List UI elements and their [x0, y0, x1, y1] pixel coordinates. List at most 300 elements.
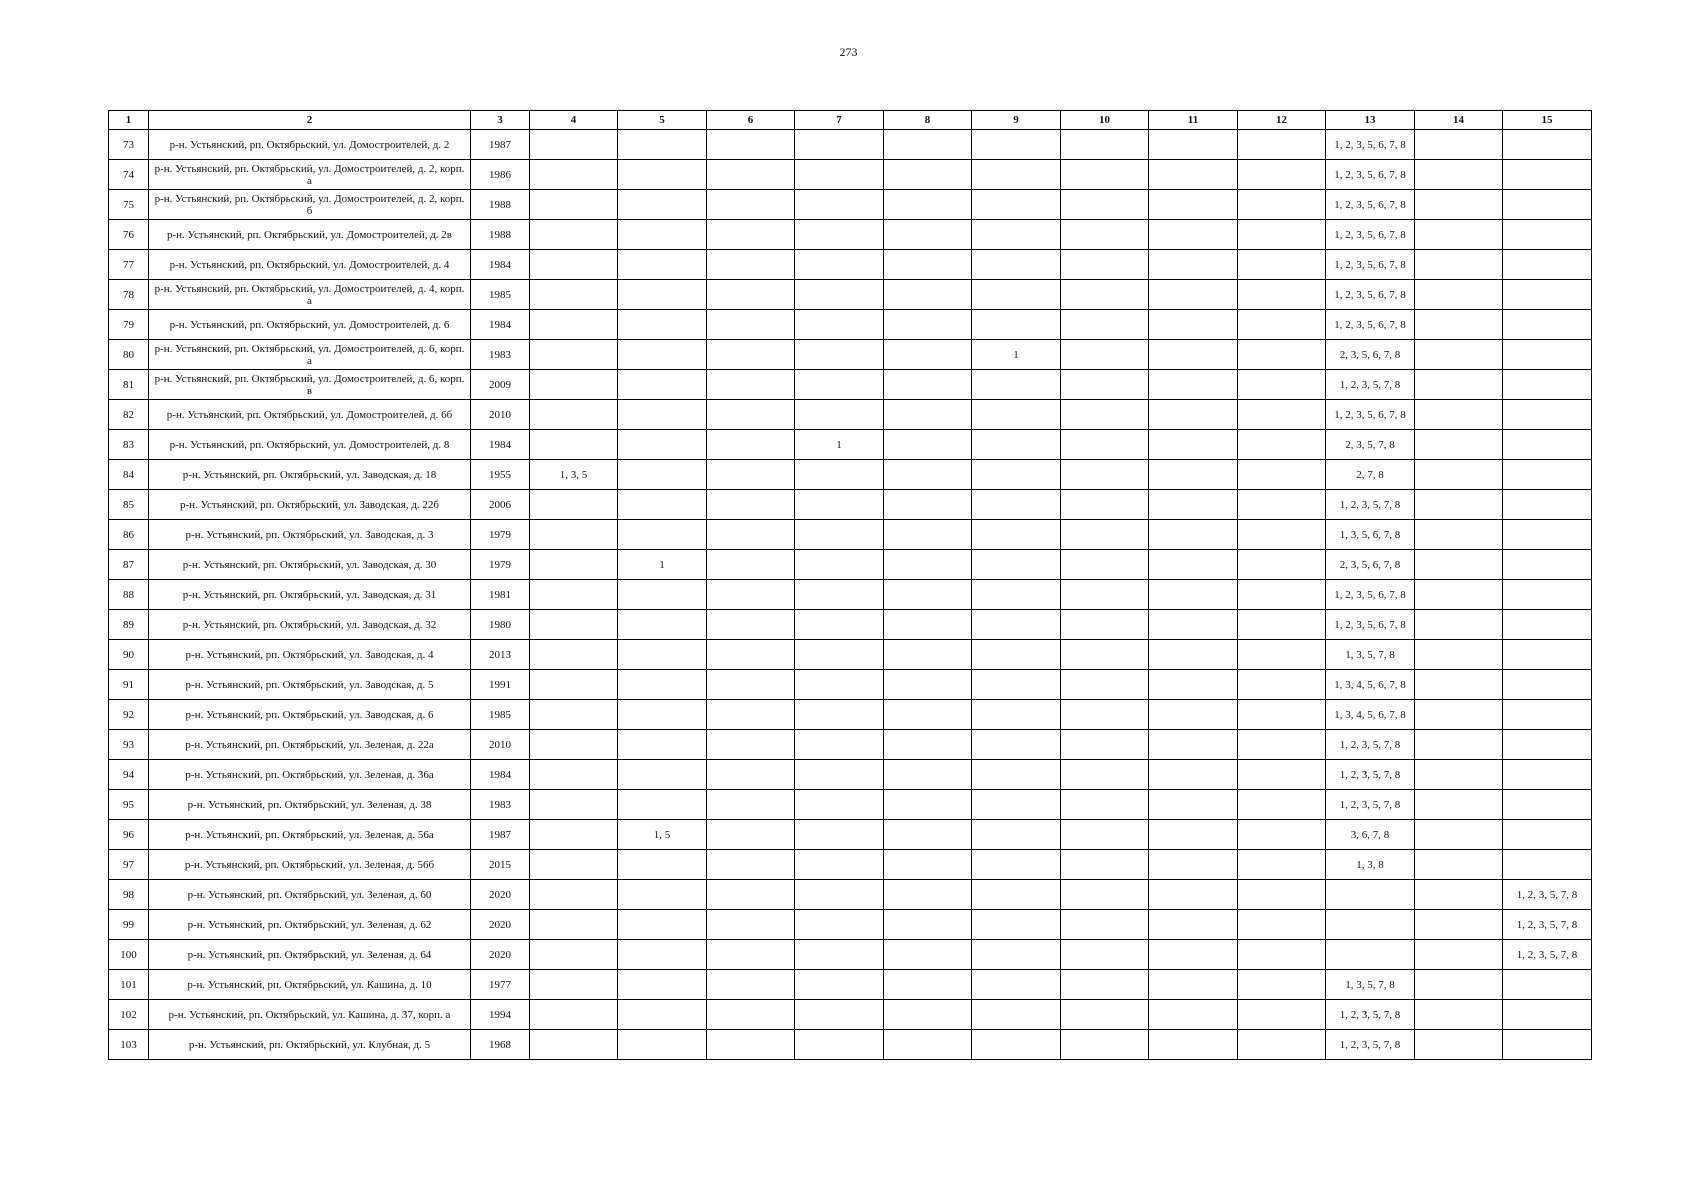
table-cell-col-1: 99 [109, 910, 149, 940]
column-header-14: 14 [1415, 111, 1503, 130]
table-row [109, 730, 1592, 760]
table-cell-col-5 [618, 790, 707, 820]
table-cell-col-2: р-н. Устьянский, рп. Октябрьский, ул. Клубная, д. 5 [149, 1030, 471, 1060]
table-cell-col-10 [1061, 370, 1149, 400]
table-cell-col-14 [1415, 790, 1503, 820]
table-cell-col-12 [1238, 370, 1326, 400]
table-cell-col-11 [1149, 520, 1238, 550]
table-cell-col-9 [972, 550, 1061, 580]
table-cell-col-11 [1149, 610, 1238, 640]
table-cell-col-5: 1 [618, 550, 707, 580]
table-cell-col-8 [884, 880, 972, 910]
table-cell-col-14 [1415, 880, 1503, 910]
table-cell-col-11 [1149, 580, 1238, 610]
table-cell-col-15: 1, 2, 3, 5, 7, 8 [1503, 940, 1592, 970]
table-cell-col-7 [795, 460, 884, 490]
table-cell-col-2: р-н. Устьянский, рп. Октябрьский, ул. Домостроителей, д. 2 [149, 130, 471, 160]
table-cell-col-7 [795, 970, 884, 1000]
table-cell-col-11 [1149, 1000, 1238, 1030]
table-cell-col-9 [972, 430, 1061, 460]
table-cell-col-13: 2, 7, 8 [1326, 460, 1415, 490]
table-cell-col-4 [530, 820, 618, 850]
table-cell-col-6 [707, 880, 795, 910]
table-cell-col-15: 1, 2, 3, 5, 7, 8 [1503, 880, 1592, 910]
table-cell-col-2: р-н. Устьянский, рп. Октябрьский, ул. Заводская, д. 6 [149, 700, 471, 730]
table-cell-col-9: 1 [972, 340, 1061, 370]
table-body [109, 130, 1592, 1060]
table-cell-col-6 [707, 1030, 795, 1060]
table-cell-col-13 [1326, 940, 1415, 970]
table-cell-col-11 [1149, 910, 1238, 940]
table-cell-col-7 [795, 1030, 884, 1060]
table-cell-col-2: р-н. Устьянский, рп. Октябрьский, ул. Домостроителей, д. 4, корп. а [149, 280, 471, 310]
table-cell-col-12 [1238, 910, 1326, 940]
table-cell-col-7: 1 [795, 430, 884, 460]
table-cell-col-8 [884, 430, 972, 460]
table-cell-col-6 [707, 670, 795, 700]
table-cell-col-14 [1415, 160, 1503, 190]
table-cell-col-11 [1149, 670, 1238, 700]
table-cell-col-12 [1238, 880, 1326, 910]
table-cell-col-14 [1415, 490, 1503, 520]
table-cell-col-15 [1503, 790, 1592, 820]
table-cell-col-10 [1061, 400, 1149, 430]
table-cell-col-12 [1238, 250, 1326, 280]
table-row [109, 1000, 1592, 1030]
table-cell-col-1: 84 [109, 460, 149, 490]
column-header-13: 13 [1326, 111, 1415, 130]
table-cell-col-3: 1977 [471, 970, 530, 1000]
table-row [109, 190, 1592, 220]
table-cell-col-13: 3, 6, 7, 8 [1326, 820, 1415, 850]
column-header-9: 9 [972, 111, 1061, 130]
table-cell-col-3: 2020 [471, 880, 530, 910]
table-cell-col-13: 1, 2, 3, 5, 6, 7, 8 [1326, 250, 1415, 280]
buildings-table [108, 110, 1592, 1060]
table-cell-col-1: 94 [109, 760, 149, 790]
column-header-7: 7 [795, 111, 884, 130]
table-cell-col-11 [1149, 310, 1238, 340]
column-header-5: 5 [618, 111, 707, 130]
table-cell-col-14 [1415, 670, 1503, 700]
table-cell-col-1: 87 [109, 550, 149, 580]
table-cell-col-4 [530, 610, 618, 640]
table-cell-col-12 [1238, 790, 1326, 820]
table-cell-col-1: 81 [109, 370, 149, 400]
table-cell-col-6 [707, 250, 795, 280]
table-cell-col-10 [1061, 250, 1149, 280]
table-cell-col-6 [707, 400, 795, 430]
table-cell-col-5 [618, 850, 707, 880]
table-cell-col-10 [1061, 220, 1149, 250]
table-cell-col-14 [1415, 280, 1503, 310]
table-cell-col-5 [618, 670, 707, 700]
table-cell-col-6 [707, 370, 795, 400]
table-cell-col-15 [1503, 520, 1592, 550]
table-cell-col-9 [972, 1000, 1061, 1030]
table-cell-col-1: 90 [109, 640, 149, 670]
table-cell-col-4 [530, 220, 618, 250]
table-cell-col-5 [618, 430, 707, 460]
table-cell-col-15 [1503, 730, 1592, 760]
table-cell-col-15 [1503, 1030, 1592, 1060]
table-cell-col-15 [1503, 190, 1592, 220]
table-cell-col-9 [972, 760, 1061, 790]
table-cell-col-3: 1983 [471, 790, 530, 820]
table-cell-col-11 [1149, 1030, 1238, 1060]
table-cell-col-11 [1149, 550, 1238, 580]
table-cell-col-14 [1415, 520, 1503, 550]
page-number: 273 [839, 45, 858, 59]
table-cell-col-15 [1503, 760, 1592, 790]
column-header-15: 15 [1503, 111, 1592, 130]
table-row [109, 550, 1592, 580]
table-cell-col-4 [530, 970, 618, 1000]
table-row [109, 580, 1592, 610]
table-cell-col-9 [972, 190, 1061, 220]
table-cell-col-11 [1149, 160, 1238, 190]
table-cell-col-7 [795, 550, 884, 580]
table-cell-col-13: 1, 2, 3, 5, 6, 7, 8 [1326, 610, 1415, 640]
table-cell-col-8 [884, 820, 972, 850]
table-cell-col-12 [1238, 1030, 1326, 1060]
table-row [109, 610, 1592, 640]
table-cell-col-4 [530, 760, 618, 790]
table-cell-col-1: 80 [109, 340, 149, 370]
table-cell-col-4 [530, 550, 618, 580]
table-cell-col-6 [707, 970, 795, 1000]
table-cell-col-3: 1955 [471, 460, 530, 490]
table-cell-col-2: р-н. Устьянский, рп. Октябрьский, ул. Кашина, д. 10 [149, 970, 471, 1000]
table-cell-col-11 [1149, 370, 1238, 400]
table-cell-col-8 [884, 340, 972, 370]
table-row [109, 370, 1592, 400]
table-cell-col-1: 85 [109, 490, 149, 520]
table-cell-col-12 [1238, 640, 1326, 670]
table-cell-col-8 [884, 460, 972, 490]
table-cell-col-3: 1991 [471, 670, 530, 700]
table-cell-col-13: 1, 2, 3, 5, 6, 7, 8 [1326, 580, 1415, 610]
table-cell-col-15 [1503, 280, 1592, 310]
table-cell-col-10 [1061, 460, 1149, 490]
table-row [109, 430, 1592, 460]
table-cell-col-1: 74 [109, 160, 149, 190]
table-cell-col-6 [707, 940, 795, 970]
table-row [109, 220, 1592, 250]
table-cell-col-11 [1149, 760, 1238, 790]
table-cell-col-3: 1987 [471, 130, 530, 160]
table-cell-col-8 [884, 370, 972, 400]
table-cell-col-14 [1415, 910, 1503, 940]
table-cell-col-6 [707, 340, 795, 370]
table-cell-col-4 [530, 190, 618, 220]
table-cell-col-4 [530, 910, 618, 940]
table-cell-col-3: 2006 [471, 490, 530, 520]
table-cell-col-7 [795, 880, 884, 910]
table-cell-col-3: 1985 [471, 280, 530, 310]
table-cell-col-6 [707, 190, 795, 220]
table-cell-col-3: 1980 [471, 610, 530, 640]
table-cell-col-12 [1238, 130, 1326, 160]
table-cell-col-13: 1, 2, 3, 5, 7, 8 [1326, 490, 1415, 520]
table-cell-col-7 [795, 760, 884, 790]
table-cell-col-14 [1415, 1030, 1503, 1060]
table-cell-col-4 [530, 250, 618, 280]
table-cell-col-11 [1149, 790, 1238, 820]
table-cell-col-5 [618, 700, 707, 730]
table-cell-col-6 [707, 580, 795, 610]
table-cell-col-10 [1061, 520, 1149, 550]
table-cell-col-15 [1503, 820, 1592, 850]
table-cell-col-8 [884, 940, 972, 970]
table-row [109, 700, 1592, 730]
table-cell-col-9 [972, 520, 1061, 550]
table-cell-col-9 [972, 850, 1061, 880]
table-cell-col-9 [972, 220, 1061, 250]
table-row [109, 490, 1592, 520]
table-cell-col-5 [618, 460, 707, 490]
table-cell-col-10 [1061, 190, 1149, 220]
table-cell-col-11 [1149, 340, 1238, 370]
table-cell-col-15 [1503, 250, 1592, 280]
table-cell-col-9 [972, 460, 1061, 490]
table-cell-col-15 [1503, 370, 1592, 400]
table-cell-col-6 [707, 310, 795, 340]
table-cell-col-8 [884, 310, 972, 340]
table-cell-col-9 [972, 970, 1061, 1000]
table-cell-col-12 [1238, 970, 1326, 1000]
table-cell-col-13: 2, 3, 5, 7, 8 [1326, 430, 1415, 460]
table-cell-col-8 [884, 490, 972, 520]
table-row [109, 640, 1592, 670]
table-cell-col-7 [795, 910, 884, 940]
table-cell-col-12 [1238, 670, 1326, 700]
table-cell-col-12 [1238, 940, 1326, 970]
table-cell-col-3: 1985 [471, 700, 530, 730]
table-cell-col-2: р-н. Устьянский, рп. Октябрьский, ул. Домостроителей, д. 6 [149, 310, 471, 340]
table-cell-col-3: 2015 [471, 850, 530, 880]
table-cell-col-4 [530, 730, 618, 760]
table-header-row [109, 111, 1592, 130]
table-row [109, 400, 1592, 430]
table-cell-col-12 [1238, 850, 1326, 880]
table-cell-col-2: р-н. Устьянский, рп. Октябрьский, ул. Зеленая, д. 62 [149, 910, 471, 940]
table-cell-col-11 [1149, 430, 1238, 460]
table-cell-col-8 [884, 1030, 972, 1060]
table-cell-col-4 [530, 400, 618, 430]
table-cell-col-2: р-н. Устьянский, рп. Октябрьский, ул. Заводская, д. 22б [149, 490, 471, 520]
table-cell-col-10 [1061, 970, 1149, 1000]
table-cell-col-13: 1, 2, 3, 5, 6, 7, 8 [1326, 220, 1415, 250]
table-cell-col-10 [1061, 550, 1149, 580]
table-cell-col-13: 2, 3, 5, 6, 7, 8 [1326, 340, 1415, 370]
table-cell-col-13: 1, 3, 4, 5, 6, 7, 8 [1326, 700, 1415, 730]
table-cell-col-11 [1149, 820, 1238, 850]
table-cell-col-6 [707, 820, 795, 850]
table-cell-col-5 [618, 130, 707, 160]
table-cell-col-4 [530, 850, 618, 880]
table-cell-col-4 [530, 1030, 618, 1060]
table-cell-col-9 [972, 580, 1061, 610]
table-cell-col-3: 2009 [471, 370, 530, 400]
table-cell-col-3: 1988 [471, 220, 530, 250]
table-cell-col-6 [707, 1000, 795, 1030]
table-cell-col-2: р-н. Устьянский, рп. Октябрьский, ул. Зеленая, д. 56б [149, 850, 471, 880]
table-cell-col-12 [1238, 460, 1326, 490]
table-cell-col-10 [1061, 760, 1149, 790]
table-cell-col-1: 98 [109, 880, 149, 910]
table-cell-col-9 [972, 670, 1061, 700]
table-cell-col-13: 1, 2, 3, 5, 7, 8 [1326, 760, 1415, 790]
table-cell-col-2: р-н. Устьянский, рп. Октябрьский, ул. Домостроителей, д. 2в [149, 220, 471, 250]
table-cell-col-10 [1061, 730, 1149, 760]
table-cell-col-7 [795, 730, 884, 760]
table-cell-col-8 [884, 970, 972, 1000]
table-cell-col-15 [1503, 460, 1592, 490]
table-cell-col-8 [884, 850, 972, 880]
table-cell-col-1: 101 [109, 970, 149, 1000]
table-cell-col-3: 1986 [471, 160, 530, 190]
table-cell-col-12 [1238, 430, 1326, 460]
table-cell-col-1: 95 [109, 790, 149, 820]
table-cell-col-8 [884, 250, 972, 280]
table-cell-col-6 [707, 610, 795, 640]
table-cell-col-4 [530, 130, 618, 160]
column-header-3: 3 [471, 111, 530, 130]
table-cell-col-1: 86 [109, 520, 149, 550]
table-cell-col-1: 93 [109, 730, 149, 760]
table-cell-col-13: 1, 3, 8 [1326, 850, 1415, 880]
table-cell-col-7 [795, 850, 884, 880]
table-cell-col-12 [1238, 490, 1326, 520]
table-row [109, 340, 1592, 370]
table-cell-col-14 [1415, 310, 1503, 340]
table-cell-col-2: р-н. Устьянский, рп. Октябрьский, ул. Домостроителей, д. 4 [149, 250, 471, 280]
table-cell-col-6 [707, 490, 795, 520]
table-cell-col-11 [1149, 700, 1238, 730]
table-cell-col-14 [1415, 130, 1503, 160]
table-cell-col-12 [1238, 820, 1326, 850]
table-row [109, 850, 1592, 880]
table-cell-col-2: р-н. Устьянский, рп. Октябрьский, ул. Заводская, д. 18 [149, 460, 471, 490]
table-cell-col-11 [1149, 400, 1238, 430]
table-cell-col-3: 1987 [471, 820, 530, 850]
table-cell-col-4 [530, 520, 618, 550]
table-cell-col-4 [530, 790, 618, 820]
table-cell-col-3: 1984 [471, 310, 530, 340]
table-cell-col-1: 76 [109, 220, 149, 250]
table-cell-col-1: 100 [109, 940, 149, 970]
table-cell-col-13: 1, 2, 3, 5, 6, 7, 8 [1326, 310, 1415, 340]
table-cell-col-6 [707, 760, 795, 790]
table-cell-col-2: р-н. Устьянский, рп. Октябрьский, ул. Заводская, д. 4 [149, 640, 471, 670]
table-cell-col-13 [1326, 910, 1415, 940]
table-cell-col-3: 2010 [471, 730, 530, 760]
table-cell-col-5 [618, 1030, 707, 1060]
table-cell-col-4 [530, 280, 618, 310]
table-cell-col-7 [795, 370, 884, 400]
table-cell-col-1: 88 [109, 580, 149, 610]
table-cell-col-6 [707, 640, 795, 670]
table-cell-col-13: 1, 2, 3, 5, 6, 7, 8 [1326, 160, 1415, 190]
table-cell-col-5 [618, 1000, 707, 1030]
table-cell-col-13: 1, 3, 5, 7, 8 [1326, 970, 1415, 1000]
table-cell-col-8 [884, 520, 972, 550]
table-cell-col-9 [972, 400, 1061, 430]
table-cell-col-14 [1415, 700, 1503, 730]
table-cell-col-3: 2013 [471, 640, 530, 670]
table-cell-col-9 [972, 700, 1061, 730]
table-cell-col-3: 1968 [471, 1030, 530, 1060]
table-cell-col-9 [972, 820, 1061, 850]
column-header-2: 2 [149, 111, 471, 130]
table-cell-col-11 [1149, 880, 1238, 910]
table-cell-col-11 [1149, 220, 1238, 250]
table-cell-col-10 [1061, 490, 1149, 520]
table-cell-col-4 [530, 490, 618, 520]
table-cell-col-15 [1503, 850, 1592, 880]
table-cell-col-11 [1149, 730, 1238, 760]
table-row [109, 940, 1592, 970]
table-cell-col-8 [884, 910, 972, 940]
table-cell-col-13: 1, 2, 3, 5, 6, 7, 8 [1326, 400, 1415, 430]
table-cell-col-12 [1238, 160, 1326, 190]
table-cell-col-5 [618, 730, 707, 760]
table-cell-col-12 [1238, 400, 1326, 430]
table-row [109, 790, 1592, 820]
table-cell-col-7 [795, 820, 884, 850]
table-cell-col-7 [795, 700, 884, 730]
table-row [109, 310, 1592, 340]
table-cell-col-14 [1415, 640, 1503, 670]
table-cell-col-5 [618, 910, 707, 940]
table-cell-col-5 [618, 760, 707, 790]
table-cell-col-5 [618, 940, 707, 970]
table-cell-col-8 [884, 160, 972, 190]
table-cell-col-10 [1061, 910, 1149, 940]
table-cell-col-9 [972, 640, 1061, 670]
column-header-8: 8 [884, 111, 972, 130]
table-cell-col-8 [884, 190, 972, 220]
table-cell-col-11 [1149, 490, 1238, 520]
table-cell-col-15: 1, 2, 3, 5, 7, 8 [1503, 910, 1592, 940]
table-cell-col-2: р-н. Устьянский, рп. Октябрьский, ул. Заводская, д. 5 [149, 670, 471, 700]
table-cell-col-7 [795, 1000, 884, 1030]
table-cell-col-1: 96 [109, 820, 149, 850]
table-cell-col-2: р-н. Устьянский, рп. Октябрьский, ул. Домостроителей, д. 2, корп. б [149, 190, 471, 220]
table-cell-col-2: р-н. Устьянский, рп. Октябрьский, ул. Зеленая, д. 38 [149, 790, 471, 820]
table-cell-col-10 [1061, 1030, 1149, 1060]
table-cell-col-8 [884, 790, 972, 820]
table-cell-col-14 [1415, 340, 1503, 370]
table-cell-col-15 [1503, 310, 1592, 340]
table-cell-col-8 [884, 700, 972, 730]
table-cell-col-8 [884, 400, 972, 430]
table-cell-col-7 [795, 190, 884, 220]
table-cell-col-9 [972, 790, 1061, 820]
column-header-4: 4 [530, 111, 618, 130]
table-cell-col-9 [972, 610, 1061, 640]
table-cell-col-15 [1503, 220, 1592, 250]
table-cell-col-5 [618, 400, 707, 430]
table-cell-col-3: 1994 [471, 1000, 530, 1030]
table-cell-col-12 [1238, 700, 1326, 730]
table-cell-col-5 [618, 520, 707, 550]
table-cell-col-9 [972, 910, 1061, 940]
table-cell-col-7 [795, 280, 884, 310]
table-row [109, 520, 1592, 550]
table-cell-col-10 [1061, 280, 1149, 310]
